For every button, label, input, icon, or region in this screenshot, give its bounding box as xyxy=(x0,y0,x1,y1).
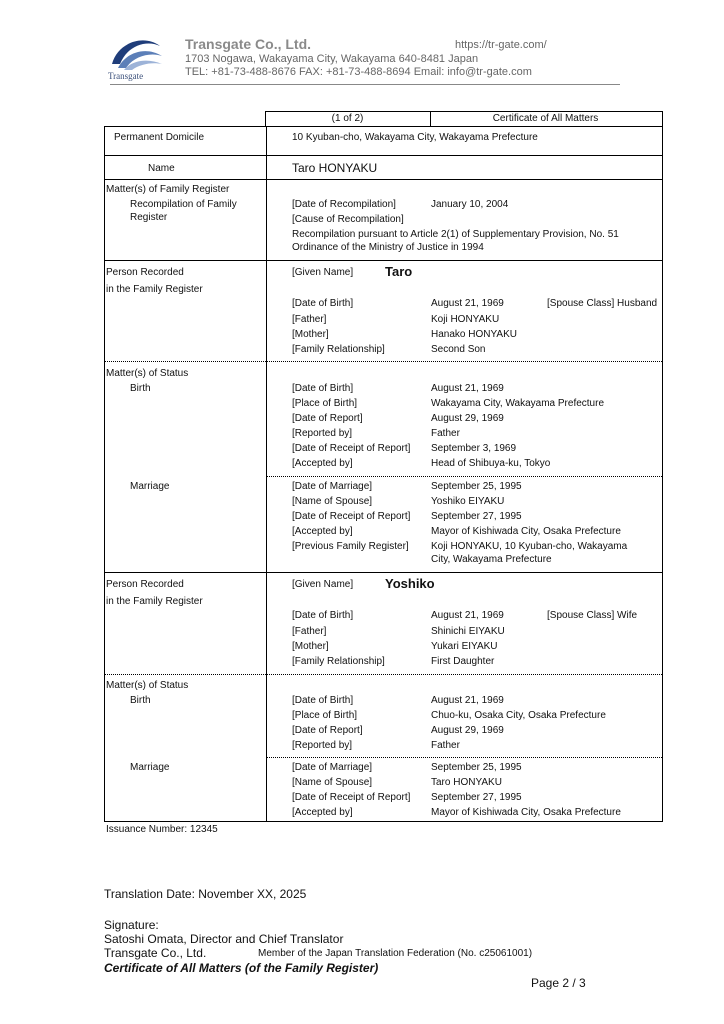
status1-marriage-value: Yoshiko EIYAKU xyxy=(431,496,505,507)
name-value: Taro HONYAKU xyxy=(292,161,378,175)
signature-label: Signature: xyxy=(104,918,159,932)
status2-birth-value: August 21, 1969 xyxy=(431,695,504,706)
status1-marriage-value: Koji HONYAKU, 10 Kyuban-cho, Wakayama xyxy=(431,541,628,552)
company-name: Transgate Co., Ltd. xyxy=(185,36,312,52)
row-divider-dotted xyxy=(104,674,662,675)
status2-marriage-field: [Name of Spouse] xyxy=(292,777,373,788)
status1-birth-label: Birth xyxy=(130,383,151,394)
person2-mother-value: Yukari EIYAKU xyxy=(431,641,498,652)
status2-birth-field: [Reported by] xyxy=(292,740,353,751)
status2-birth-label: Birth xyxy=(130,695,151,706)
status1-birth-field: [Date of Report] xyxy=(292,413,363,424)
person2-relationship-value: First Daughter xyxy=(431,656,495,667)
status1-marriage-value-cont: City, Wakayama Prefecture xyxy=(431,554,552,565)
person2-spouse-class: [Spouse Class] Wife xyxy=(547,610,638,621)
page-number: Page 2 / 3 xyxy=(531,976,586,990)
status2-marriage-value: Taro HONYAKU xyxy=(431,777,502,788)
status2-marriage-field: [Date of Marriage] xyxy=(292,762,373,773)
status1-marriage-value: September 25, 1995 xyxy=(431,481,522,492)
status2-birth-field: [Date of Birth] xyxy=(292,695,354,706)
person2-label-2: in the Family Register xyxy=(106,596,203,607)
person2-father-field: [Father] xyxy=(292,626,327,637)
recompilation-label-2: Register xyxy=(130,212,168,223)
status2-marriage-value: September 27, 1995 xyxy=(431,792,522,803)
status1-label: Matter(s) of Status xyxy=(106,368,189,379)
status1-birth-value: Father xyxy=(431,428,460,439)
translator-company: Transgate Co., Ltd. xyxy=(104,946,207,960)
person1-dob-value: August 21, 1969 xyxy=(431,298,504,309)
person1-father-value: Koji HONYAKU xyxy=(431,314,500,325)
logo-text: Transgate xyxy=(108,71,144,81)
person1-label-2: in the Family Register xyxy=(106,284,203,295)
person1-given-value: Taro xyxy=(385,264,413,279)
person1-label-1: Person Recorded xyxy=(106,267,184,278)
row-divider-dotted xyxy=(266,476,662,477)
status1-marriage-label: Marriage xyxy=(130,481,170,492)
person2-given-value: Yoshiko xyxy=(385,576,435,591)
status2-birth-value: Chuo-ku, Osaka City, Osaka Prefecture xyxy=(431,710,606,721)
status2-birth-value: Father xyxy=(431,740,460,751)
pager-number: (1 of 2) xyxy=(331,113,364,124)
name-label: Name xyxy=(148,163,175,174)
column-divider xyxy=(266,126,267,821)
status1-marriage-value: September 27, 1995 xyxy=(431,511,522,522)
company-address: 1703 Nogawa, Wakayama City, Wakayama 640-8481 Japan xyxy=(185,53,479,65)
status1-marriage-field: [Previous Family Register] xyxy=(292,541,409,552)
status1-birth-field: [Accepted by] xyxy=(292,458,353,469)
person1-relationship-value: Second Son xyxy=(431,344,486,355)
person1-spouse-class: [Spouse Class] Husband xyxy=(547,298,658,309)
company-url[interactable]: https://tr-gate.com/ xyxy=(455,39,547,51)
status1-marriage-field: [Accepted by] xyxy=(292,526,353,537)
status2-marriage-field: [Date of Receipt of Report] xyxy=(292,792,411,803)
domicile-label: Permanent Domicile xyxy=(114,132,205,143)
status1-marriage-field: [Date of Marriage] xyxy=(292,481,373,492)
row-divider-dotted xyxy=(104,361,662,362)
status1-birth-value: Head of Shibuya-ku, Tokyo xyxy=(431,458,551,469)
person2-given-field: [Given Name] xyxy=(292,579,354,590)
recompilation-date-value: January 10, 2004 xyxy=(431,199,509,210)
pager-title: Certificate of All Matters xyxy=(492,113,599,124)
status2-birth-field: [Place of Birth] xyxy=(292,710,358,721)
person1-father-field: [Father] xyxy=(292,314,327,325)
status1-birth-value: September 3, 1969 xyxy=(431,443,517,454)
certificate-title: Certificate of All Matters (of the Family Register) xyxy=(104,961,379,975)
status1-birth-field: [Place of Birth] xyxy=(292,398,358,409)
status1-birth-field: [Reported by] xyxy=(292,428,353,439)
company-contact: TEL: +81-73-488-8676 FAX: +81-73-488-8694 Email: info@tr-gate.com xyxy=(185,66,532,78)
status1-marriage-value: Mayor of Kishiwada City, Osaka Prefecture xyxy=(431,526,621,537)
recompilation-cause-line1: Recompilation pursuant to Article 2(1) of Supplementary Provision, No. 51 xyxy=(292,229,619,240)
row-divider-dotted xyxy=(266,757,662,758)
membership-note: Member of the Japan Translation Federation (No. c25061001) xyxy=(258,948,533,959)
person1-mother-field: [Mother] xyxy=(292,329,329,340)
status1-birth-value: August 29, 1969 xyxy=(431,413,504,424)
status1-marriage-field: [Date of Receipt of Report] xyxy=(292,511,411,522)
status2-marriage-value: Mayor of Kishiwada City, Osaka Prefecture xyxy=(431,807,621,818)
row-divider xyxy=(104,572,662,573)
status2-birth-field: [Date of Report] xyxy=(292,725,363,736)
recompilation-label-1: Recompilation of Family xyxy=(130,199,237,210)
person2-mother-field: [Mother] xyxy=(292,641,329,652)
status2-label: Matter(s) of Status xyxy=(106,680,189,691)
person2-label-1: Person Recorded xyxy=(106,579,184,590)
recompilation-cause-field: [Cause of Recompilation] xyxy=(292,214,404,225)
translation-date: Translation Date: November XX, 2025 xyxy=(104,887,307,901)
row-divider xyxy=(104,260,662,261)
person2-relationship-field: [Family Relationship] xyxy=(292,656,385,667)
domicile-value: 10 Kyuban-cho, Wakayama City, Wakayama Prefecture xyxy=(292,132,538,143)
status1-birth-field: [Date of Birth] xyxy=(292,383,354,394)
status2-marriage-value: September 25, 1995 xyxy=(431,762,522,773)
person1-relationship-field: [Family Relationship] xyxy=(292,344,385,355)
header-rule xyxy=(110,84,620,85)
issuance-number: Issuance Number: 12345 xyxy=(106,824,218,835)
person1-given-field: [Given Name] xyxy=(292,267,354,278)
family-register-label: Matter(s) of Family Register xyxy=(106,184,230,195)
status1-marriage-field: [Name of Spouse] xyxy=(292,496,373,507)
status2-marriage-field: [Accepted by] xyxy=(292,807,353,818)
status2-marriage-label: Marriage xyxy=(130,762,170,773)
recompilation-date-field: [Date of Recompilation] xyxy=(292,199,396,210)
person1-dob-field: [Date of Birth] xyxy=(292,298,354,309)
status1-birth-value: Wakayama City, Wakayama Prefecture xyxy=(431,398,605,409)
translator-name: Satoshi Omata, Director and Chief Translator xyxy=(104,932,344,946)
status1-birth-field: [Date of Receipt of Report] xyxy=(292,443,411,454)
person2-dob-field: [Date of Birth] xyxy=(292,610,354,621)
row-divider xyxy=(104,155,662,156)
person2-father-value: Shinichi EIYAKU xyxy=(431,626,505,637)
recompilation-cause-line2: Ordinance of the Ministry of Justice in 1994 xyxy=(292,242,484,253)
person1-mother-value: Hanako HONYAKU xyxy=(431,329,517,340)
row-divider xyxy=(104,179,662,180)
status1-birth-value: August 21, 1969 xyxy=(431,383,504,394)
status2-birth-value: August 29, 1969 xyxy=(431,725,504,736)
person2-dob-value: August 21, 1969 xyxy=(431,610,504,621)
